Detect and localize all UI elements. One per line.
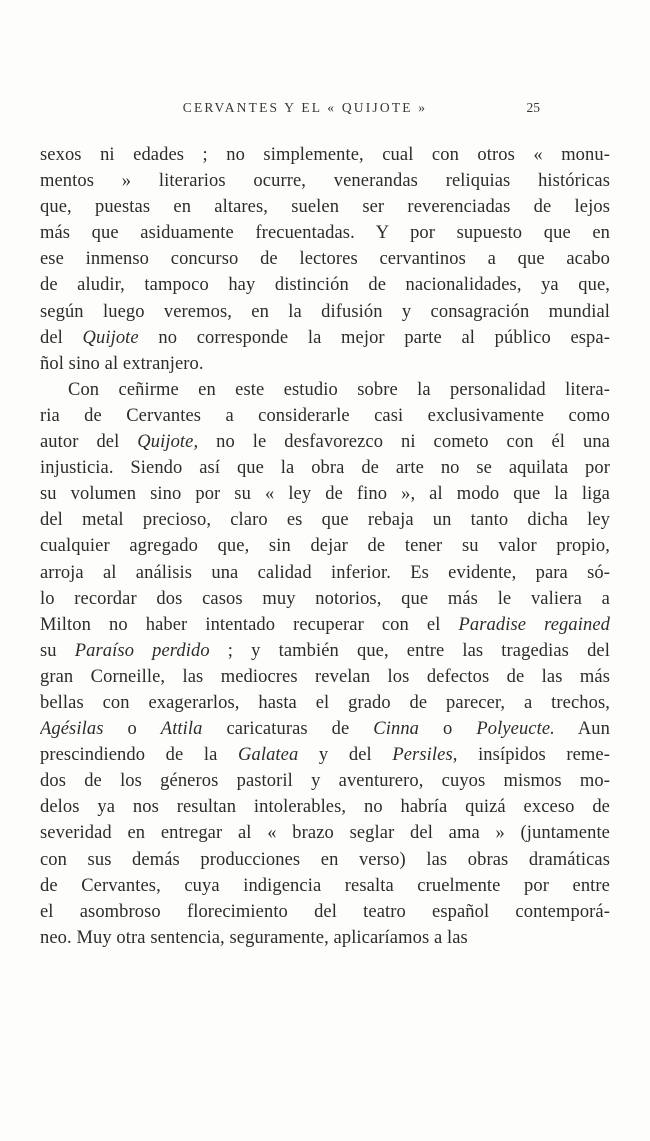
text-segment: Milton no haber intentado recuperar con el — [40, 614, 459, 635]
running-title: CERVANTES Y EL « QUIJOTE » — [182, 100, 428, 115]
text-line — [40, 142, 610, 168]
text-line — [40, 690, 610, 716]
text-segment: dos de los géneros pastoril y aventurero, cuyos mismos mo- — [40, 771, 610, 792]
text-segment: gran Corneille, las mediocres revelan los defectos de las más — [40, 666, 610, 687]
text-segment: de Cervantes, cuya indigencia resalta cruelmente por entre — [40, 875, 610, 896]
italic-text-segment: Cinna — [373, 719, 420, 740]
text-line — [40, 664, 610, 690]
text-line — [40, 716, 610, 742]
text-line — [40, 403, 610, 429]
text-line — [40, 847, 610, 873]
text-segment: no corresponde la mejor parte al público espa- — [138, 327, 610, 348]
text-segment: prescindiendo de la — [40, 745, 239, 766]
italic-text-segment: Paradise regained — [458, 614, 610, 635]
text-line — [40, 220, 610, 246]
text-line — [40, 560, 610, 586]
italic-text-segment: Attila — [160, 719, 203, 740]
text-segment: delos ya nos resultan intolerables, no habría quizá exceso de — [40, 797, 610, 818]
text-segment: Aun — [554, 719, 610, 740]
text-segment: ñol sino al extranjero. — [40, 353, 204, 374]
text-segment: su volumen sino por su « ley de fino », al modo que la liga — [40, 484, 610, 505]
text-segment: severidad en entregar al « brazo seglar del ama » (juntamente — [40, 823, 610, 844]
text-line — [40, 899, 610, 925]
text-line — [40, 377, 610, 403]
text-line — [40, 325, 610, 351]
text-segment: su — [40, 640, 75, 661]
italic-text-segment: Agésilas — [40, 719, 104, 740]
text-line — [40, 873, 610, 899]
italic-text-segment: Quijote — [82, 327, 139, 348]
text-line — [40, 299, 610, 325]
text-segment: arroja al análisis una calidad inferior. Es evidente, para só- — [40, 562, 610, 583]
text-segment: lo recordar dos casos muy notorios, que más le valiera a — [40, 588, 610, 609]
text-line — [40, 455, 610, 481]
text-segment: bellas con exagerarlos, hasta el grado de parecer, a trechos, — [40, 692, 610, 713]
text-segment: o — [103, 719, 161, 740]
text-segment: el asombroso florecimiento del teatro español contemporá- — [40, 901, 610, 922]
text-segment: cualquier agregado que, sin dejar de tener su valor propio, — [40, 536, 610, 557]
page-body — [40, 142, 610, 951]
italic-text-segment: Quijote, — [137, 432, 199, 453]
text-line — [40, 272, 610, 298]
text-segment: con sus demás producciones en verso) las obras dramáticas — [40, 849, 610, 870]
text-segment: del metal precioso, claro es que rebaja un tanto dicha ley — [40, 510, 610, 531]
text-segment: Con ceñirme en este estudio sobre la personalidad litera- — [68, 379, 610, 400]
text-segment: no le desfavorezco ni cometo con él una — [198, 432, 610, 453]
page-header — [40, 100, 610, 122]
text-segment: caricaturas de — [202, 719, 374, 740]
text-line — [40, 507, 610, 533]
italic-text-segment: Paraíso perdido — [74, 640, 210, 661]
text-segment: insípidos reme- — [457, 745, 610, 766]
text-segment: que, puestas en altares, suelen ser reverenciadas de lejos — [40, 197, 610, 218]
text-segment: de aludir, tampoco hay distinción de nacionalidades, ya que, — [40, 275, 610, 296]
text-line — [40, 246, 610, 272]
text-segment: autor del — [40, 432, 138, 453]
text-line — [40, 638, 610, 664]
text-line — [40, 768, 610, 794]
text-segment: ; y también que, entre las tragedias del — [209, 640, 610, 661]
text-line — [40, 925, 610, 951]
page-number: 25 — [526, 100, 540, 115]
text-segment: neo. Muy otra sentencia, seguramente, aplicaríamos a las — [40, 927, 468, 948]
text-segment: del — [40, 327, 83, 348]
text-line — [40, 612, 610, 638]
text-segment: ria de Cervantes a considerarle casi exclusivamente como — [40, 405, 610, 426]
text-line — [40, 194, 610, 220]
text-segment: ese inmenso concurso de lectores cervantinos a que acabo — [40, 249, 610, 270]
italic-text-segment: Galatea — [238, 745, 299, 766]
text-segment: sexos ni edades ; no simplemente, cual con otros « monu- — [40, 145, 610, 165]
text-line — [40, 794, 610, 820]
text-segment: más que asiduamente frecuentadas. Y por supuesto que en — [40, 223, 610, 244]
text-line — [40, 533, 610, 559]
text-line — [40, 742, 610, 768]
italic-text-segment: Persiles, — [392, 745, 458, 766]
text-line — [40, 429, 610, 455]
text-line — [40, 820, 610, 846]
text-segment: según luego veremos, en la difusión y consagración mundial — [40, 301, 610, 322]
text-line — [40, 586, 610, 612]
text-line — [40, 168, 610, 194]
text-segment: y del — [298, 745, 393, 766]
text-line — [40, 351, 610, 377]
text-segment: mentos » literarios ocurre, venerandas reliquias históricas — [40, 171, 610, 192]
text-line — [40, 481, 610, 507]
text-segment: o — [419, 719, 477, 740]
italic-text-segment: Polyeucte. — [476, 719, 555, 740]
text-segment: injusticia. Siendo así que la obra de arte no se aquilata por — [40, 458, 610, 479]
